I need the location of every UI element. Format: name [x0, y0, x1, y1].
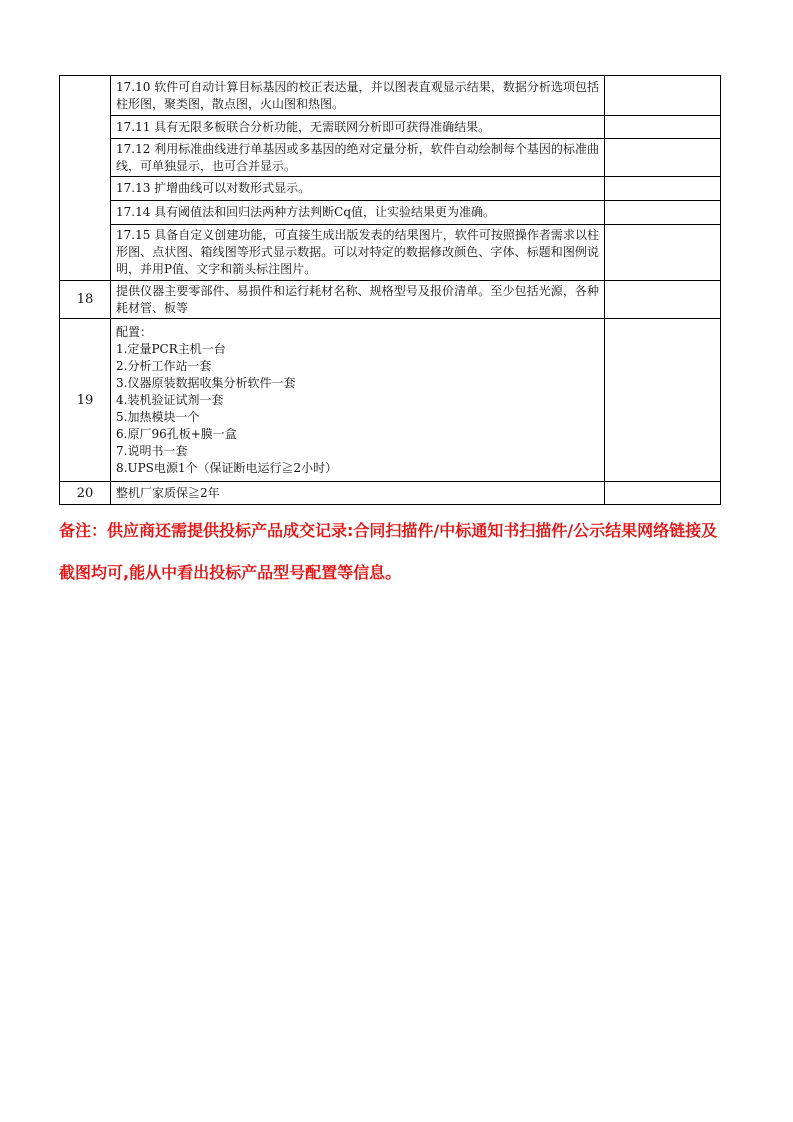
- spec-description: 17.12 利用标准曲线进行单基因或多基因的绝对定量分析，软件自动绘制每个基因的标准曲线，可单独显示，也可合并显示。: [111, 139, 605, 177]
- row-number-cell: [60, 76, 111, 281]
- spec-description: 17.14 具有阈值法和回归法两种方法判断Cq值，让实验结果更为准确。: [111, 201, 605, 225]
- response-cell: [605, 116, 721, 139]
- spec-description: 17.10 软件可自动计算目标基因的校正表达量，并以图表直观显示结果，数据分析选项包括柱形图，聚类图，散点图，火山图和热图。: [111, 76, 605, 116]
- table-row: [60, 139, 721, 177]
- config-line: 4.装机验证试剂一套: [116, 392, 224, 407]
- config-line: 8.UPS电源1个（保证断电运行≧2小时）: [116, 460, 338, 475]
- table-row: [60, 76, 721, 116]
- config-line: 7.说明书一套: [116, 443, 188, 458]
- config-line: 6.原厂96孔板+膜一盒: [116, 426, 237, 441]
- response-cell: [605, 482, 721, 505]
- row-number-cell: 19: [60, 319, 111, 482]
- config-line: 5.加热模块一个: [116, 409, 200, 424]
- response-cell: [605, 319, 721, 482]
- config-list: [111, 319, 605, 482]
- spec-description: 17.13 扩增曲线可以对数形式显示。: [111, 177, 605, 201]
- config-line: 配置：: [116, 324, 153, 339]
- response-cell: [605, 281, 721, 319]
- remark-note: 备注：供应商还需提供投标产品成交记录:合同扫描件/中标通知书扫描件/公示结果网络链接及截图均可,能从中看出投标产品型号配置等信息。: [59, 521, 718, 582]
- response-cell: [605, 225, 721, 281]
- table-row: [60, 177, 721, 201]
- row-number-cell: 18: [60, 281, 111, 319]
- table-row: [60, 225, 721, 281]
- spec-description: 17.15 具备自定义创建功能，可直接生成出版发表的结果图片，软件可按照操作者需求以柱形图、点状图、箱线图等形式显示数据。可以对特定的数据修改颜色、字体、标题和图例说明，并用P值、文字和箭头标注图片。: [111, 225, 605, 281]
- table-row: [60, 281, 721, 319]
- table-row: [60, 116, 721, 139]
- response-cell: [605, 76, 721, 116]
- response-cell: [605, 177, 721, 201]
- spec-table: [59, 75, 721, 505]
- row-number-cell: 20: [60, 482, 111, 505]
- table-row: [60, 482, 721, 505]
- config-line: 3.仪器原装数据收集分析软件一套: [116, 375, 296, 390]
- response-cell: [605, 201, 721, 225]
- table-row: [60, 201, 721, 225]
- config-line: 2.分析工作站一套: [116, 358, 212, 373]
- table-row: [60, 319, 721, 482]
- spec-description: 提供仪器主要零部件、易损件和运行耗材名称、规格型号及报价清单。至少包括光源，各种耗材管、板等: [111, 281, 605, 319]
- config-line: 1.定量PCR主机一台: [116, 341, 226, 356]
- spec-description: 17.11 具有无限多板联合分析功能，无需联网分析即可获得准确结果。: [111, 116, 605, 139]
- response-cell: [605, 139, 721, 177]
- spec-description: 整机厂家质保≧2年: [111, 482, 605, 505]
